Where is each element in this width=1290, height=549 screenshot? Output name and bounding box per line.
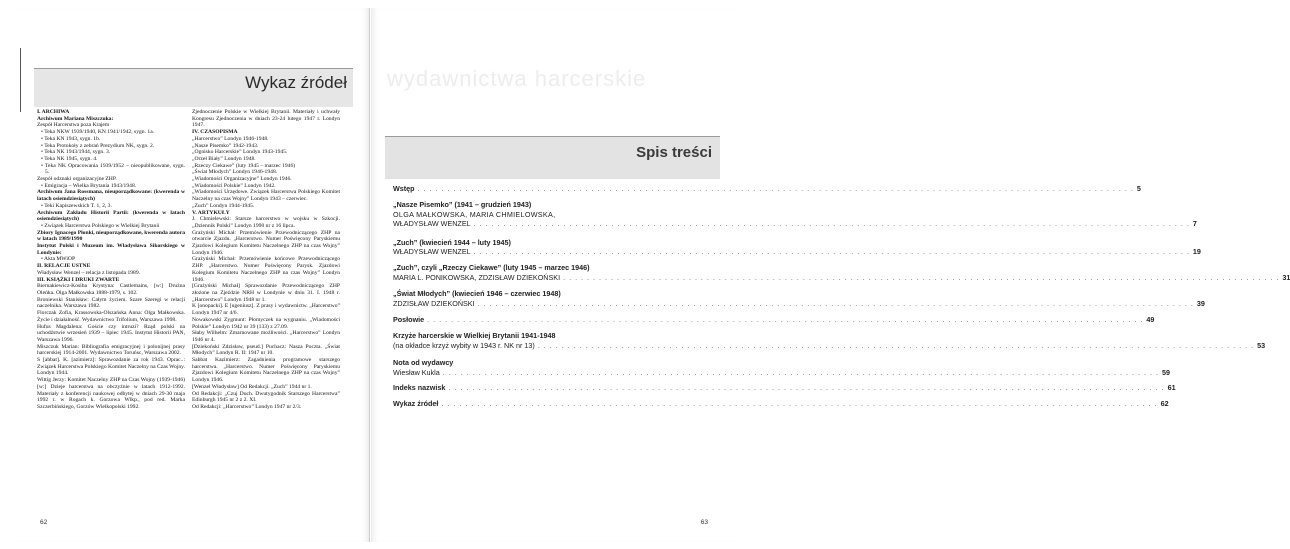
toc-authors: Wiesław Kukla <box>393 367 440 377</box>
toc-title: Nota od wydawcy <box>393 358 454 368</box>
toc-page-number: 62 <box>1160 398 1169 408</box>
section-heading: Archiwum Zakładu Historii Partii: (kwerenda w latach osiemdziesiątych) <box>37 209 185 223</box>
toc-page-number: 5 <box>1136 184 1141 193</box>
toc-leader-dots: . . . . . . . . . . . . . . . . . . . . . . . . . . . . . . . . . . . . . . . . . . . . . . . . . . . . . . . . . . . . . . . . . . . . . . . . . . . . . . . . . . . . . . . . . . . . . . . . . . . . . . . . . . . . . . . . . . . . . . . . <box>441 398 1158 408</box>
toc-page-number: 31 <box>1282 272 1290 282</box>
toc-entry[interactable] <box>393 237 1201 257</box>
page-number-left: 62 <box>40 519 48 526</box>
toc-title: „Zuch”, czyli „Rzeczy Ciekawe” (luty 1945 – marzec 1946) <box>393 263 590 273</box>
toc-page-number: 49 <box>1146 315 1155 325</box>
toc-authors: ZDZISŁAW DZIEKOŃSKI <box>393 298 475 308</box>
source-entry: „Świat Młodych” Londyn 1946-1948. <box>192 169 278 176</box>
section-heading: II. RELACJE USTNE <box>37 263 91 270</box>
source-entry: „Wiadomości Polskie” Londyn 1942. <box>192 182 276 189</box>
source-entry: Zespół odznaki organizacyjne ZHP. <box>37 176 117 183</box>
source-entry: [Dziekoński Zdzisław, pseud.] Puchacz: Nasza Poczta. „Świat Młodych” Londyn R. II: 1947 nr 10. <box>192 343 340 357</box>
source-entry: „Orzeł Biały” Londyn 1948. <box>192 155 256 162</box>
source-entry: Władysław Wenzel – relacja z listopada 1989. <box>37 269 141 276</box>
source-entry: „Rzeczy Ciekawe” (luty 1945 – marzec 1946) <box>192 162 296 169</box>
section-heading: Archiwum Mariana Miszczuka: <box>37 115 114 122</box>
toc-title: Wstęp <box>393 184 415 193</box>
source-entry: • Akta MWiOP <box>41 256 76 263</box>
toc-title: Wykaz źródeł <box>393 398 439 408</box>
toc-title: „Zuch” (kwiecień 1944 – luty 1945) <box>393 237 511 247</box>
toc-authors: (na okładce krzyż wybity w 1943 r. NK nr 13) <box>393 340 535 350</box>
source-entry: Grażyński Michał: Przemówienie końcowe Przewodniczącego ZHP. „Harcerstwo. Numer Poświęcony Parysk. Zjazdowi Kolegium Komitetu Naczelnego ZHP na czas Wojny” Londyn 1946. <box>192 256 340 283</box>
section-heading: Zbiory Ignacego Płonki, nieuporządkowane, kwerenda autora w latach 1989/1990 <box>37 229 185 243</box>
right-page <box>371 8 1290 542</box>
source-entry: Broniewski Stanisław: Całym życiem. Szare Szeregi w relacji naczelnika. Warszawa 1982. <box>37 296 185 310</box>
toc-entry[interactable] <box>393 398 1169 408</box>
table-of-contents <box>393 184 1290 408</box>
source-entry: • Teka NKW 1939/1940, KN 1941/1942, sygn. 1a. <box>41 129 155 136</box>
source-entry: Od Redakcji: „Harcerstwo” Londyn 1947 nr 2/3. <box>192 403 302 410</box>
toc-entry[interactable] <box>393 358 1170 377</box>
source-entry: „Wiadomości Urzędowe. Związek Harcerstwa Polskiego Komitet Naczelny na czas Wojny” Londyn 1943 – czerwiec. <box>192 189 340 203</box>
toc-title: Indeks nazwisk <box>393 383 446 393</box>
toc-authors: MARIA L. PONIKOWSKA, ZDZISŁAW DZIEKOŃSKI <box>393 272 561 282</box>
toc-page-number: 39 <box>1196 298 1205 308</box>
section-heading: Archiwum Jana Rossmana, nieuporządkowane: (kwerenda w latach osiemdziesiątych) <box>37 189 185 203</box>
source-entry: • Teka KN 1943, sygn. 1b. <box>41 135 101 142</box>
toc-entry[interactable] <box>393 289 1205 308</box>
source-entry: • Teka Protokoły z zebrań Prezydium NK, sygn. 2. <box>41 142 155 149</box>
toc-authors: WŁADYSŁAW WENZEL <box>393 247 471 257</box>
source-entry: Grażyński Michał: Przemówienie Przewodniczącego ZHP na otwarcie Zjazdu. „Harcerstwo. Numer Poświęcony Paryskiemu Zjazdowi Kolegium Komitetu Naczelnego ZHP na czas Wojny” Londyn 1946. <box>192 229 340 256</box>
toc-leader-dots: . . . . . . . . . . . . . . . . . . . . . . . . . . . . . . . . . . . . . . . . . . . . . . . . . . . . . . . . . . . . . . . . . . . . . . . . . . . . . . . . . . . . . . . . . . . . . . . . . . . . . . . . . . . . . . . . . . . . . . . . <box>537 340 1255 350</box>
toc-leader-dots: . . . . . . . . . . . . . . . . . . . . . . . . . . . . . . . . . . . . . . . . . . . . . . . . . . . . . . . . . . . . . . . . . . . . . . . . . . . . . . . . . . . . . . . . . . . . . . . . . . . . . . . . . . . . . . . . . . . . . . . . <box>563 272 1280 282</box>
source-entry: • Teka NK 1945, sygn. 4. <box>41 155 98 162</box>
source-entry: „Zuch” Londyn 1944-1945. <box>192 202 255 209</box>
source-entry: Miszczuk Marian: Bibliografia emigracyjnej i polonijnej prasy harcerskiej 1914-2001. Wydawnictwo Toruńsc, Warszawa 2002. <box>37 343 185 357</box>
source-entry: Hufus Magdalena: Goście czy intruzi? Rząd polski na uchodźstwie wrzesień 1939 – lipiec 1945. Instytut Historii PAN, Warszawa 1996. <box>37 323 185 343</box>
source-entry: Wittig Jerzy: Komitet Naczelny ZHP na Czas Wojny (1939-1946) [w:] Dzieje harcerstwa na obczyźnie w latach 1912-1992. Materiały z konferencji naukowej odbytej w dniach 29-30 maja 1992 r. w Rogach k. Gorzowa Wlkp., pod red. Marka Szczerbińskiego, Gorzów Wielkopolski 1992. <box>37 377 185 410</box>
title-band-left <box>34 68 353 107</box>
margin-rule <box>20 48 21 112</box>
source-entry: Od Redakcji: „Czuj Duch. Dwutygodnik Starszego Harcerstwa” Edinburgh 1945 nr 2 z 2. XI. <box>192 390 340 404</box>
toc-title: Posłowie <box>393 315 425 325</box>
source-entry: „Nasze Pisemko” 1942-1943. <box>192 142 259 149</box>
source-entry: • Emigracja – Wielka Brytania 1943/1948. <box>41 182 137 189</box>
source-entry: • Teka NK Opracowania 1939/1952 – nieopublikowane, sygn. 5. <box>41 162 185 176</box>
source-entry: Florczak Zofia, Krassowska-Olszańska Anna: Olga Małkowska. Życie i działalność. Wydawnictwo Trifolium, Warszawa 1998. <box>37 310 185 323</box>
toc-title: „Świat Młodych” (kwiecień 1946 – czerwiec 1948) <box>393 289 561 299</box>
toc-entry[interactable] <box>393 200 1197 229</box>
toc-page-number: 59 <box>1162 367 1170 377</box>
toc-authors: OLGA MAŁKOWSKA, MARIA CHMIELOWSKA, <box>393 209 556 219</box>
source-entry: • Teki Kapiszewskich T. 1, 2, 3. <box>41 202 112 209</box>
toc-entry[interactable] <box>393 263 1290 282</box>
page-title-sources: Wykaz źródeł <box>245 73 347 92</box>
page-title-contents: Spis treści <box>636 144 712 161</box>
section-heading: III. KSIĄŻKI I DRUKI ZWARTE <box>37 276 120 283</box>
source-entry: Zespół Harcerstwa poza Krajem <box>37 122 110 129</box>
toc-title: Krzyże harcerskie w Wielkiej Brytanii 1941-1948 <box>393 331 556 341</box>
section-heading: Instytut Polski i Muzeum im. Władysława Sikorskiego w Londynie: <box>37 243 185 256</box>
source-entry: • Teka NK 1943/1944, sygn. 3. <box>41 149 111 156</box>
page-number-right: 63 <box>700 519 708 526</box>
toc-leader-dots: . . . . . . . . . . . . . . . . . . . . . . . . . . . . . . . . . . . . . . . . . . . . . . . . . . . . . . . . . . . . . . . . . . . . . . . . . . . . . . . . . . . . . . . . . . . . . . . . . . . . . . . . . . . . . . . . . . . . . . . . <box>417 184 1134 193</box>
source-entry: [Grażyński Michał] Sprawozdanie Przewodniczącego ZHP złożone na Zjeździe NRH w Londynie w dniu 31. I. 1948 r. „Harcerstwo” Londyn 1948 nr 1. <box>192 283 340 303</box>
toc-leader-dots: . . . . . . . . . . . . . . . . . . . . . . . . . . . . . . . . . . . . . . . . . . . . . . . . . . . . . . . . . . . . . . . . . . . . . . . . . . . . . . . . . . . . . . . . . . . . . . . . . . . . . . . . . . . . . . . . . . . . . . . . <box>473 247 1190 257</box>
watermark <box>387 66 727 106</box>
toc-leader-dots: . . . . . . . . . . . . . . . . . . . . . . . . . . . . . . . . . . . . . . . . . . . . . . . . . . . . . . . . . . . . . . . . . . . . . . . . . . . . . . . . . . . . . . . . . . . . . . . . . . . . . . . . . . . . . . . . . . . . . . . . <box>448 383 1165 393</box>
toc-entry[interactable] <box>393 184 1141 193</box>
source-entry: Zjednoczenie Polskie w Wielkiej Brytanii. Materiały i uchwały Kongresu Zjednoczenia w dniach 23-24 lutego 1947 r. Londyn 1947. <box>192 109 340 129</box>
source-entry: Biernakiewicz-Kosiba Krystyna: Castlemains, [w:] Drużna Oleńka. Olga Małkowska 1888-1979, s. 102. <box>37 283 185 296</box>
toc-entry[interactable] <box>393 315 1155 325</box>
toc-page-number: 19 <box>1192 247 1201 257</box>
source-entry: Nowakowski Zygmunt: Płomyczek na wygnaniu. „Wiadomości Polskie” Londyn 1942 nr 39 (133) z 27.09. <box>192 316 340 330</box>
source-entry: Sabbat Kazimierz: Zagadnienia programowe starszego harcerstwa. „Harcerstwo. Numer Poświęcony Paryskiemu Zjazdowi Kolegium Komitetu Naczelnego ZHP na czas Wojny” Londyn 1946. <box>192 357 340 384</box>
source-entry: J. Chmielewski: Starsze harcerstwo w wojsku w Szkocji. „Dziennik Polski” Londyn 1990 nr z 16 lipca. <box>192 216 340 229</box>
sources-column-1 <box>37 109 185 411</box>
title-band-right <box>385 136 720 179</box>
toc-leader-dots: . . . . . . . . . . . . . . . . . . . . . . . . . . . . . . . . . . . . . . . . . . . . . . . . . . . . . . . . . . . . . . . . . . . . . . . . . . . . . . . . . . . . . . . . . . . . . . . . . . . . . . . . . . . . . . . . . . . . . . . . <box>427 315 1144 325</box>
toc-leader-dots: . . . . . . . . . . . . . . . . . . . . . . . . . . . . . . . . . . . . . . . . . . . . . . . . . . . . . . . . . . . . . . . . . . . . . . . . . . . . . . . . . . . . . . . . . . . . . . . . . . . . . . . . . . . . . . . . . . . . . . . . <box>442 367 1159 377</box>
toc-authors: WŁADYSŁAW WENZEL <box>393 219 471 229</box>
toc-leader-dots: . . . . . . . . . . . . . . . . . . . . . . . . . . . . . . . . . . . . . . . . . . . . . . . . . . . . . . . . . . . . . . . . . . . . . . . . . . . . . . . . . . . . . . . . . . . . . . . . . . . . . . . . . . . . . . . . . . . . . . . . <box>477 298 1194 308</box>
left-page <box>12 8 370 542</box>
sources-column-2 <box>192 109 340 411</box>
source-entry: „Harcerstwo” Londyn 1946-1948. <box>192 135 269 142</box>
toc-page-number: 53 <box>1257 340 1266 350</box>
section-heading: IV. CZASOPISMA <box>192 129 238 136</box>
source-entry: „Ognisko Harcerskie” Londyn 1943-1945. <box>192 149 288 156</box>
source-entry: „Wiadomości Organizacyjne” Londyn 1946. <box>192 176 292 183</box>
toc-page-number: 61 <box>1167 383 1176 393</box>
source-entry: [Wenzel Władysław] Od Redakcji. „Zuch” 1944 nr 1. <box>192 383 312 390</box>
section-heading: I. ARCHIWA <box>37 109 70 115</box>
source-entry: S [abbat]. K. [azimierz]: Sprawozdanie za rok 1943. Oprac..: Związek Harcerstwa Polskiego Komitet Naczelny na Czas Wojny. Londyn 1944. <box>37 357 185 377</box>
source-entry: K [onopacki]. E [ugeniusz]. Z prasy i wydawnictw. „Harcerstwo” Londyn 1947 nr 4/6. <box>192 303 340 317</box>
toc-entry[interactable] <box>393 331 1266 350</box>
toc-page-number: 7 <box>1192 219 1197 229</box>
toc-leader-dots: . . . . . . . . . . . . . . . . . . . . . . . . . . . . . . . . . . . . . . . . . . . . . . . . . . . . . . . . . . . . . . . . . . . . . . . . . . . . . . . . . . . . . . . . . . . . . . . . . . . . . . . . . . . . . . . . . . . . . . . . <box>473 219 1190 229</box>
source-entry: Słaby Wilhelm: Zmarnowane możliwości. „Harcerstwo” Londyn 1946 nr 4. <box>192 330 340 343</box>
toc-title: „Nasze Pisemko” (1941 – grudzień 1943) <box>393 200 532 210</box>
watermark-text: wydawnictwa harcerskie <box>387 66 647 91</box>
section-heading: V. ARTYKUŁY <box>192 209 230 216</box>
toc-entry[interactable] <box>393 383 1176 393</box>
source-entry: • Związek Harcerstwa Polskiego w Wielkiej Brytanii <box>41 222 160 229</box>
